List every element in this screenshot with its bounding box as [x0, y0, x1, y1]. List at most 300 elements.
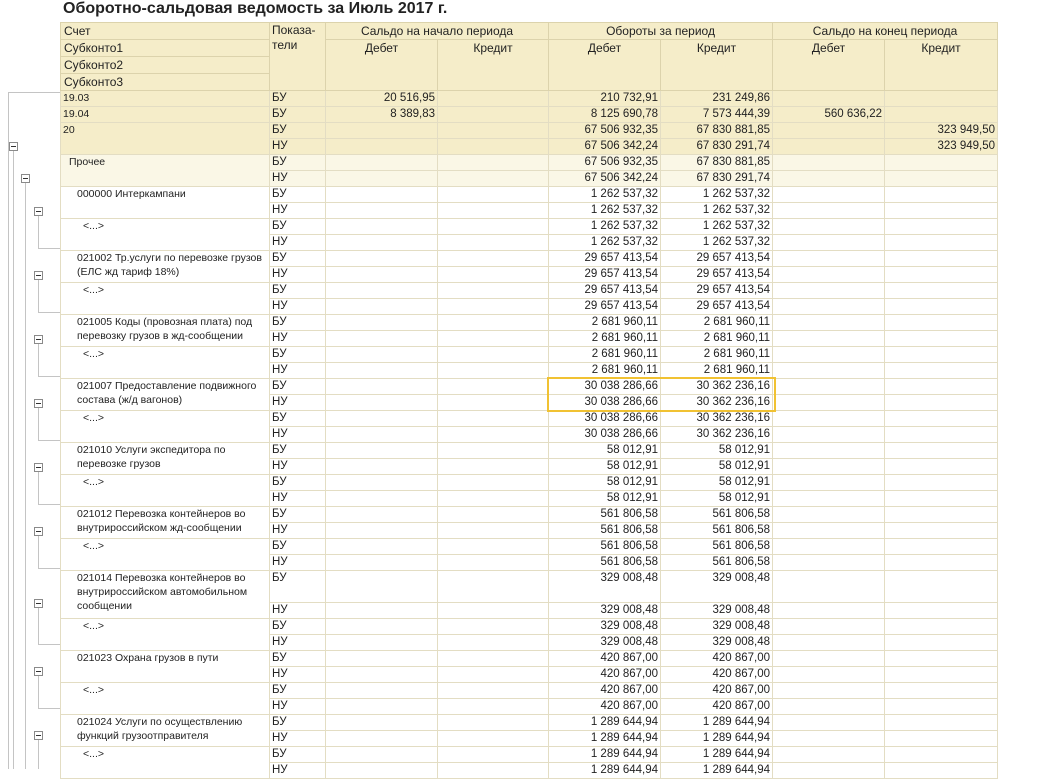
- opening-credit[interactable]: [438, 747, 549, 763]
- closing-debit[interactable]: [773, 139, 885, 155]
- turnover-credit[interactable]: 2 681 960,11: [661, 347, 773, 363]
- closing-debit[interactable]: [773, 203, 885, 219]
- closing-credit[interactable]: [885, 699, 998, 715]
- turnover-debit[interactable]: 420 867,00: [549, 683, 661, 699]
- opening-credit[interactable]: [438, 315, 549, 331]
- closing-credit[interactable]: [885, 731, 998, 747]
- closing-debit[interactable]: [773, 171, 885, 187]
- opening-debit[interactable]: [326, 123, 438, 139]
- row-indicator[interactable]: НУ: [270, 459, 326, 475]
- table-row[interactable]: [61, 91, 998, 107]
- closing-credit[interactable]: [885, 747, 998, 763]
- closing-credit[interactable]: [885, 491, 998, 507]
- turnover-debit[interactable]: 58 012,91: [549, 443, 661, 459]
- turnover-debit[interactable]: 1 262 537,32: [549, 235, 661, 251]
- turnover-credit[interactable]: 58 012,91: [661, 459, 773, 475]
- collapse-icon[interactable]: [34, 463, 43, 472]
- turnover-credit[interactable]: 1 289 644,94: [661, 715, 773, 731]
- opening-debit[interactable]: [326, 411, 438, 427]
- row-name[interactable]: <...>: [61, 219, 270, 251]
- turnover-debit[interactable]: 561 806,58: [549, 555, 661, 571]
- turnover-debit[interactable]: 329 008,48: [549, 635, 661, 651]
- table-row[interactable]: [61, 507, 998, 523]
- row-name[interactable]: 021010 Услуги экспедитора по перевозке грузов: [61, 443, 270, 475]
- opening-debit[interactable]: [326, 395, 438, 411]
- closing-debit[interactable]: [773, 667, 885, 683]
- closing-credit[interactable]: [885, 603, 998, 619]
- opening-debit[interactable]: [326, 731, 438, 747]
- opening-debit[interactable]: [326, 459, 438, 475]
- table-row[interactable]: [61, 315, 998, 331]
- opening-debit[interactable]: [326, 475, 438, 491]
- opening-debit[interactable]: [326, 187, 438, 203]
- row-name[interactable]: <...>: [61, 747, 270, 779]
- opening-debit[interactable]: [326, 251, 438, 267]
- row-indicator[interactable]: БУ: [270, 347, 326, 363]
- opening-credit[interactable]: [438, 619, 549, 635]
- closing-credit[interactable]: [885, 651, 998, 667]
- closing-debit[interactable]: [773, 523, 885, 539]
- turnover-credit[interactable]: 2 681 960,11: [661, 331, 773, 347]
- turnover-debit[interactable]: 67 506 342,24: [549, 139, 661, 155]
- turnover-debit[interactable]: 329 008,48: [549, 619, 661, 635]
- turnover-debit[interactable]: 561 806,58: [549, 539, 661, 555]
- row-indicator[interactable]: БУ: [270, 219, 326, 235]
- row-indicator[interactable]: БУ: [270, 107, 326, 123]
- collapse-icon[interactable]: [9, 142, 18, 151]
- opening-debit[interactable]: [326, 635, 438, 651]
- closing-debit[interactable]: [773, 379, 885, 395]
- turnover-debit[interactable]: 561 806,58: [549, 523, 661, 539]
- header-turnover[interactable]: Обороты за период: [549, 23, 773, 40]
- opening-debit[interactable]: [326, 619, 438, 635]
- header-subconto2[interactable]: Субконто2: [61, 57, 270, 74]
- table-row[interactable]: [61, 379, 998, 395]
- row-name[interactable]: 000000 Интеркампани: [61, 187, 270, 219]
- row-name[interactable]: <...>: [61, 283, 270, 315]
- turnover-credit[interactable]: 1 289 644,94: [661, 763, 773, 779]
- collapse-icon[interactable]: [34, 527, 43, 536]
- turnover-credit[interactable]: 67 830 881,85: [661, 123, 773, 139]
- opening-debit[interactable]: [326, 507, 438, 523]
- table-row[interactable]: [61, 443, 998, 459]
- table-row[interactable]: [61, 651, 998, 667]
- table-row[interactable]: [61, 107, 998, 123]
- turnover-credit[interactable]: 561 806,58: [661, 555, 773, 571]
- opening-credit[interactable]: [438, 523, 549, 539]
- closing-credit[interactable]: [885, 507, 998, 523]
- closing-credit[interactable]: 323 949,50: [885, 139, 998, 155]
- closing-debit[interactable]: [773, 747, 885, 763]
- turnover-debit[interactable]: 2 681 960,11: [549, 315, 661, 331]
- row-indicator[interactable]: НУ: [270, 667, 326, 683]
- opening-credit[interactable]: [438, 251, 549, 267]
- opening-credit[interactable]: [438, 459, 549, 475]
- opening-debit[interactable]: [326, 667, 438, 683]
- closing-credit[interactable]: [885, 267, 998, 283]
- turnover-debit[interactable]: 1 289 644,94: [549, 715, 661, 731]
- header-closing[interactable]: Сальдо на конец периода: [773, 23, 998, 40]
- opening-debit[interactable]: [326, 299, 438, 315]
- turnover-debit[interactable]: 29 657 413,54: [549, 283, 661, 299]
- row-indicator[interactable]: БУ: [270, 507, 326, 523]
- closing-debit[interactable]: [773, 155, 885, 171]
- opening-debit[interactable]: [326, 699, 438, 715]
- table-row[interactable]: [61, 747, 998, 763]
- row-indicator[interactable]: НУ: [270, 331, 326, 347]
- opening-credit[interactable]: [438, 235, 549, 251]
- opening-debit[interactable]: [326, 315, 438, 331]
- opening-debit[interactable]: [326, 491, 438, 507]
- closing-credit[interactable]: [885, 155, 998, 171]
- closing-debit[interactable]: [773, 651, 885, 667]
- row-indicator[interactable]: НУ: [270, 427, 326, 443]
- turnover-credit[interactable]: 1 262 537,32: [661, 203, 773, 219]
- turnover-debit[interactable]: 1 262 537,32: [549, 219, 661, 235]
- opening-credit[interactable]: [438, 347, 549, 363]
- turnover-credit[interactable]: 1 262 537,32: [661, 235, 773, 251]
- turnover-credit[interactable]: 329 008,48: [661, 571, 773, 603]
- header-opening[interactable]: Сальдо на начало периода: [326, 23, 549, 40]
- opening-credit[interactable]: [438, 283, 549, 299]
- table-row[interactable]: [61, 187, 998, 203]
- closing-debit[interactable]: [773, 235, 885, 251]
- turnover-credit[interactable]: 420 867,00: [661, 699, 773, 715]
- turnover-credit[interactable]: 29 657 413,54: [661, 251, 773, 267]
- closing-credit[interactable]: [885, 571, 998, 603]
- row-name[interactable]: <...>: [61, 619, 270, 651]
- closing-credit[interactable]: [885, 107, 998, 123]
- opening-credit[interactable]: [438, 203, 549, 219]
- turnover-credit[interactable]: 420 867,00: [661, 651, 773, 667]
- turnover-credit[interactable]: 561 806,58: [661, 539, 773, 555]
- turnover-credit[interactable]: 58 012,91: [661, 443, 773, 459]
- closing-debit[interactable]: [773, 331, 885, 347]
- opening-credit[interactable]: [438, 651, 549, 667]
- table-row[interactable]: [61, 251, 998, 267]
- turnover-debit[interactable]: 58 012,91: [549, 459, 661, 475]
- turnover-debit[interactable]: 420 867,00: [549, 651, 661, 667]
- row-indicator[interactable]: БУ: [270, 683, 326, 699]
- turnover-debit[interactable]: 1 262 537,32: [549, 203, 661, 219]
- opening-debit[interactable]: [326, 763, 438, 779]
- turnover-debit[interactable]: 1 289 644,94: [549, 731, 661, 747]
- row-name[interactable]: 19.04: [61, 107, 270, 123]
- closing-credit[interactable]: [885, 763, 998, 779]
- turnover-debit[interactable]: 2 681 960,11: [549, 347, 661, 363]
- opening-debit[interactable]: [326, 539, 438, 555]
- turnover-debit[interactable]: 329 008,48: [549, 571, 661, 603]
- turnover-credit[interactable]: 30 362 236,16: [661, 411, 773, 427]
- collapse-icon[interactable]: [21, 174, 30, 183]
- row-indicator[interactable]: БУ: [270, 619, 326, 635]
- row-indicator[interactable]: НУ: [270, 635, 326, 651]
- opening-debit[interactable]: [326, 427, 438, 443]
- closing-debit[interactable]: [773, 555, 885, 571]
- closing-credit[interactable]: [885, 619, 998, 635]
- turnover-credit[interactable]: 30 362 236,16: [661, 379, 773, 395]
- closing-debit[interactable]: [773, 731, 885, 747]
- opening-debit[interactable]: [326, 139, 438, 155]
- turnover-debit[interactable]: 210 732,91: [549, 91, 661, 107]
- opening-credit[interactable]: [438, 171, 549, 187]
- closing-debit[interactable]: [773, 411, 885, 427]
- closing-debit[interactable]: [773, 299, 885, 315]
- opening-debit[interactable]: [326, 155, 438, 171]
- header-account[interactable]: Счет: [61, 23, 270, 40]
- closing-debit[interactable]: [773, 699, 885, 715]
- row-indicator[interactable]: БУ: [270, 315, 326, 331]
- opening-credit[interactable]: [438, 571, 549, 603]
- opening-credit[interactable]: [438, 363, 549, 379]
- turnover-debit[interactable]: 420 867,00: [549, 667, 661, 683]
- closing-credit[interactable]: [885, 523, 998, 539]
- row-name[interactable]: <...>: [61, 683, 270, 715]
- closing-debit[interactable]: 560 636,22: [773, 107, 885, 123]
- closing-credit[interactable]: [885, 219, 998, 235]
- row-indicator[interactable]: БУ: [270, 283, 326, 299]
- closing-credit[interactable]: [885, 203, 998, 219]
- row-name[interactable]: 021005 Коды (провозная плата) под перевозку грузов в жд-сообщении: [61, 315, 270, 347]
- opening-debit[interactable]: [326, 267, 438, 283]
- opening-credit[interactable]: [438, 219, 549, 235]
- opening-debit[interactable]: [326, 203, 438, 219]
- table-row[interactable]: [61, 219, 998, 235]
- closing-credit[interactable]: [885, 331, 998, 347]
- collapse-icon[interactable]: [34, 207, 43, 216]
- closing-debit[interactable]: [773, 347, 885, 363]
- row-indicator[interactable]: БУ: [270, 251, 326, 267]
- closing-credit[interactable]: [885, 171, 998, 187]
- opening-credit[interactable]: [438, 123, 549, 139]
- opening-debit[interactable]: [326, 347, 438, 363]
- row-name[interactable]: 021023 Охрана грузов в пути: [61, 651, 270, 683]
- turnover-credit[interactable]: 1 262 537,32: [661, 187, 773, 203]
- table-row[interactable]: [61, 155, 998, 171]
- header-opening-debit[interactable]: Дебет: [326, 40, 438, 91]
- opening-debit[interactable]: [326, 603, 438, 619]
- collapse-icon[interactable]: [34, 399, 43, 408]
- closing-debit[interactable]: [773, 267, 885, 283]
- closing-credit[interactable]: [885, 91, 998, 107]
- row-name[interactable]: Прочее: [61, 155, 270, 187]
- turnover-debit[interactable]: 67 506 342,24: [549, 171, 661, 187]
- opening-credit[interactable]: [438, 635, 549, 651]
- opening-debit[interactable]: [326, 219, 438, 235]
- turnover-debit[interactable]: 67 506 932,35: [549, 155, 661, 171]
- closing-debit[interactable]: [773, 507, 885, 523]
- opening-debit[interactable]: [326, 651, 438, 667]
- turnover-debit[interactable]: 329 008,48: [549, 603, 661, 619]
- turnover-debit[interactable]: 420 867,00: [549, 699, 661, 715]
- closing-debit[interactable]: [773, 539, 885, 555]
- closing-debit[interactable]: [773, 475, 885, 491]
- closing-debit[interactable]: [773, 251, 885, 267]
- row-indicator[interactable]: НУ: [270, 299, 326, 315]
- opening-debit[interactable]: [326, 683, 438, 699]
- closing-debit[interactable]: [773, 715, 885, 731]
- opening-credit[interactable]: [438, 331, 549, 347]
- closing-credit[interactable]: [885, 315, 998, 331]
- turnover-debit[interactable]: 29 657 413,54: [549, 299, 661, 315]
- row-indicator[interactable]: НУ: [270, 603, 326, 619]
- opening-credit[interactable]: [438, 507, 549, 523]
- opening-credit[interactable]: [438, 667, 549, 683]
- table-row[interactable]: [61, 347, 998, 363]
- closing-credit[interactable]: 323 949,50: [885, 123, 998, 139]
- opening-credit[interactable]: [438, 475, 549, 491]
- opening-credit[interactable]: [438, 491, 549, 507]
- row-indicator[interactable]: НУ: [270, 395, 326, 411]
- closing-debit[interactable]: [773, 635, 885, 651]
- opening-credit[interactable]: [438, 443, 549, 459]
- closing-credit[interactable]: [885, 667, 998, 683]
- turnover-credit[interactable]: 58 012,91: [661, 491, 773, 507]
- opening-credit[interactable]: [438, 699, 549, 715]
- closing-debit[interactable]: [773, 763, 885, 779]
- row-name[interactable]: <...>: [61, 475, 270, 507]
- row-name[interactable]: 19.03: [61, 91, 270, 107]
- closing-credit[interactable]: [885, 443, 998, 459]
- closing-credit[interactable]: [885, 475, 998, 491]
- opening-credit[interactable]: [438, 379, 549, 395]
- opening-debit[interactable]: [326, 747, 438, 763]
- row-indicator[interactable]: БУ: [270, 411, 326, 427]
- opening-credit[interactable]: [438, 299, 549, 315]
- row-indicator[interactable]: БУ: [270, 443, 326, 459]
- opening-debit[interactable]: [326, 379, 438, 395]
- row-name[interactable]: 021002 Тр.услуги по перевозке грузов (ЕЛС жд тариф 18%): [61, 251, 270, 283]
- turnover-debit[interactable]: 1 262 537,32: [549, 187, 661, 203]
- turnover-debit[interactable]: 30 038 286,66: [549, 395, 661, 411]
- row-name[interactable]: <...>: [61, 411, 270, 443]
- closing-credit[interactable]: [885, 427, 998, 443]
- row-indicator[interactable]: НУ: [270, 363, 326, 379]
- closing-debit[interactable]: [773, 219, 885, 235]
- closing-credit[interactable]: [885, 187, 998, 203]
- collapse-icon[interactable]: [34, 335, 43, 344]
- turnover-credit[interactable]: 1 262 537,32: [661, 219, 773, 235]
- turnover-credit[interactable]: 67 830 291,74: [661, 171, 773, 187]
- row-name[interactable]: <...>: [61, 347, 270, 379]
- row-indicator[interactable]: НУ: [270, 203, 326, 219]
- row-indicator[interactable]: БУ: [270, 747, 326, 763]
- opening-credit[interactable]: [438, 139, 549, 155]
- header-subconto3[interactable]: Субконто3: [61, 74, 270, 91]
- row-indicator[interactable]: БУ: [270, 123, 326, 139]
- row-name[interactable]: 021012 Перевозка контейнеров во внутрироссийском жд-сообщении: [61, 507, 270, 539]
- turnover-credit[interactable]: 30 362 236,16: [661, 395, 773, 411]
- table-row[interactable]: [61, 539, 998, 555]
- turnover-credit[interactable]: 29 657 413,54: [661, 267, 773, 283]
- opening-credit[interactable]: [438, 603, 549, 619]
- header-turnover-debit[interactable]: Дебет: [549, 40, 661, 91]
- turnover-debit[interactable]: 8 125 690,78: [549, 107, 661, 123]
- opening-credit[interactable]: [438, 731, 549, 747]
- closing-credit[interactable]: [885, 251, 998, 267]
- closing-debit[interactable]: [773, 91, 885, 107]
- turnover-debit[interactable]: 30 038 286,66: [549, 427, 661, 443]
- closing-credit[interactable]: [885, 555, 998, 571]
- turnover-credit[interactable]: 67 830 291,74: [661, 139, 773, 155]
- opening-debit[interactable]: [326, 571, 438, 603]
- collapse-icon[interactable]: [34, 271, 43, 280]
- turnover-credit[interactable]: 7 573 444,39: [661, 107, 773, 123]
- opening-credit[interactable]: [438, 155, 549, 171]
- opening-debit[interactable]: [326, 715, 438, 731]
- opening-debit[interactable]: 8 389,83: [326, 107, 438, 123]
- turnover-credit[interactable]: 1 289 644,94: [661, 731, 773, 747]
- turnover-credit[interactable]: 58 012,91: [661, 475, 773, 491]
- closing-debit[interactable]: [773, 427, 885, 443]
- turnover-credit[interactable]: 561 806,58: [661, 523, 773, 539]
- turnover-debit[interactable]: 561 806,58: [549, 507, 661, 523]
- closing-debit[interactable]: [773, 363, 885, 379]
- collapse-icon[interactable]: [34, 599, 43, 608]
- closing-debit[interactable]: [773, 459, 885, 475]
- row-indicator[interactable]: НУ: [270, 731, 326, 747]
- opening-debit[interactable]: [326, 523, 438, 539]
- collapse-icon[interactable]: [34, 667, 43, 676]
- opening-debit[interactable]: [326, 235, 438, 251]
- turnover-credit[interactable]: 29 657 413,54: [661, 299, 773, 315]
- row-indicator[interactable]: НУ: [270, 171, 326, 187]
- closing-credit[interactable]: [885, 635, 998, 651]
- opening-credit[interactable]: [438, 539, 549, 555]
- turnover-credit[interactable]: 561 806,58: [661, 507, 773, 523]
- row-indicator[interactable]: БУ: [270, 539, 326, 555]
- turnover-debit[interactable]: 29 657 413,54: [549, 267, 661, 283]
- header-indicators[interactable]: Показа- тели: [270, 23, 326, 91]
- opening-debit[interactable]: [326, 555, 438, 571]
- row-name[interactable]: 021014 Перевозка контейнеров во внутрироссийском автомобильном сообщении: [61, 571, 270, 619]
- closing-credit[interactable]: [885, 299, 998, 315]
- closing-debit[interactable]: [773, 315, 885, 331]
- opening-debit[interactable]: 20 516,95: [326, 91, 438, 107]
- turnover-debit[interactable]: 30 038 286,66: [549, 411, 661, 427]
- closing-credit[interactable]: [885, 379, 998, 395]
- header-subconto1[interactable]: Субконто1: [61, 40, 270, 57]
- closing-debit[interactable]: [773, 283, 885, 299]
- row-indicator[interactable]: НУ: [270, 491, 326, 507]
- opening-debit[interactable]: [326, 331, 438, 347]
- table-row[interactable]: [61, 715, 998, 731]
- collapse-icon[interactable]: [34, 731, 43, 740]
- turnover-debit[interactable]: 2 681 960,11: [549, 363, 661, 379]
- turnover-debit[interactable]: 30 038 286,66: [549, 379, 661, 395]
- closing-debit[interactable]: [773, 603, 885, 619]
- row-indicator[interactable]: БУ: [270, 571, 326, 603]
- opening-debit[interactable]: [326, 283, 438, 299]
- table-row[interactable]: [61, 683, 998, 699]
- closing-credit[interactable]: [885, 363, 998, 379]
- opening-debit[interactable]: [326, 171, 438, 187]
- opening-credit[interactable]: [438, 411, 549, 427]
- row-indicator[interactable]: БУ: [270, 187, 326, 203]
- turnover-credit[interactable]: 329 008,48: [661, 635, 773, 651]
- row-name[interactable]: 021007 Предоставление подвижного состава (ж/д вагонов): [61, 379, 270, 411]
- turnover-debit[interactable]: 58 012,91: [549, 475, 661, 491]
- opening-credit[interactable]: [438, 395, 549, 411]
- turnover-credit[interactable]: 329 008,48: [661, 603, 773, 619]
- row-name[interactable]: 20: [61, 123, 270, 155]
- opening-credit[interactable]: [438, 763, 549, 779]
- closing-debit[interactable]: [773, 491, 885, 507]
- closing-debit[interactable]: [773, 123, 885, 139]
- table-row[interactable]: [61, 411, 998, 427]
- closing-credit[interactable]: [885, 235, 998, 251]
- closing-debit[interactable]: [773, 187, 885, 203]
